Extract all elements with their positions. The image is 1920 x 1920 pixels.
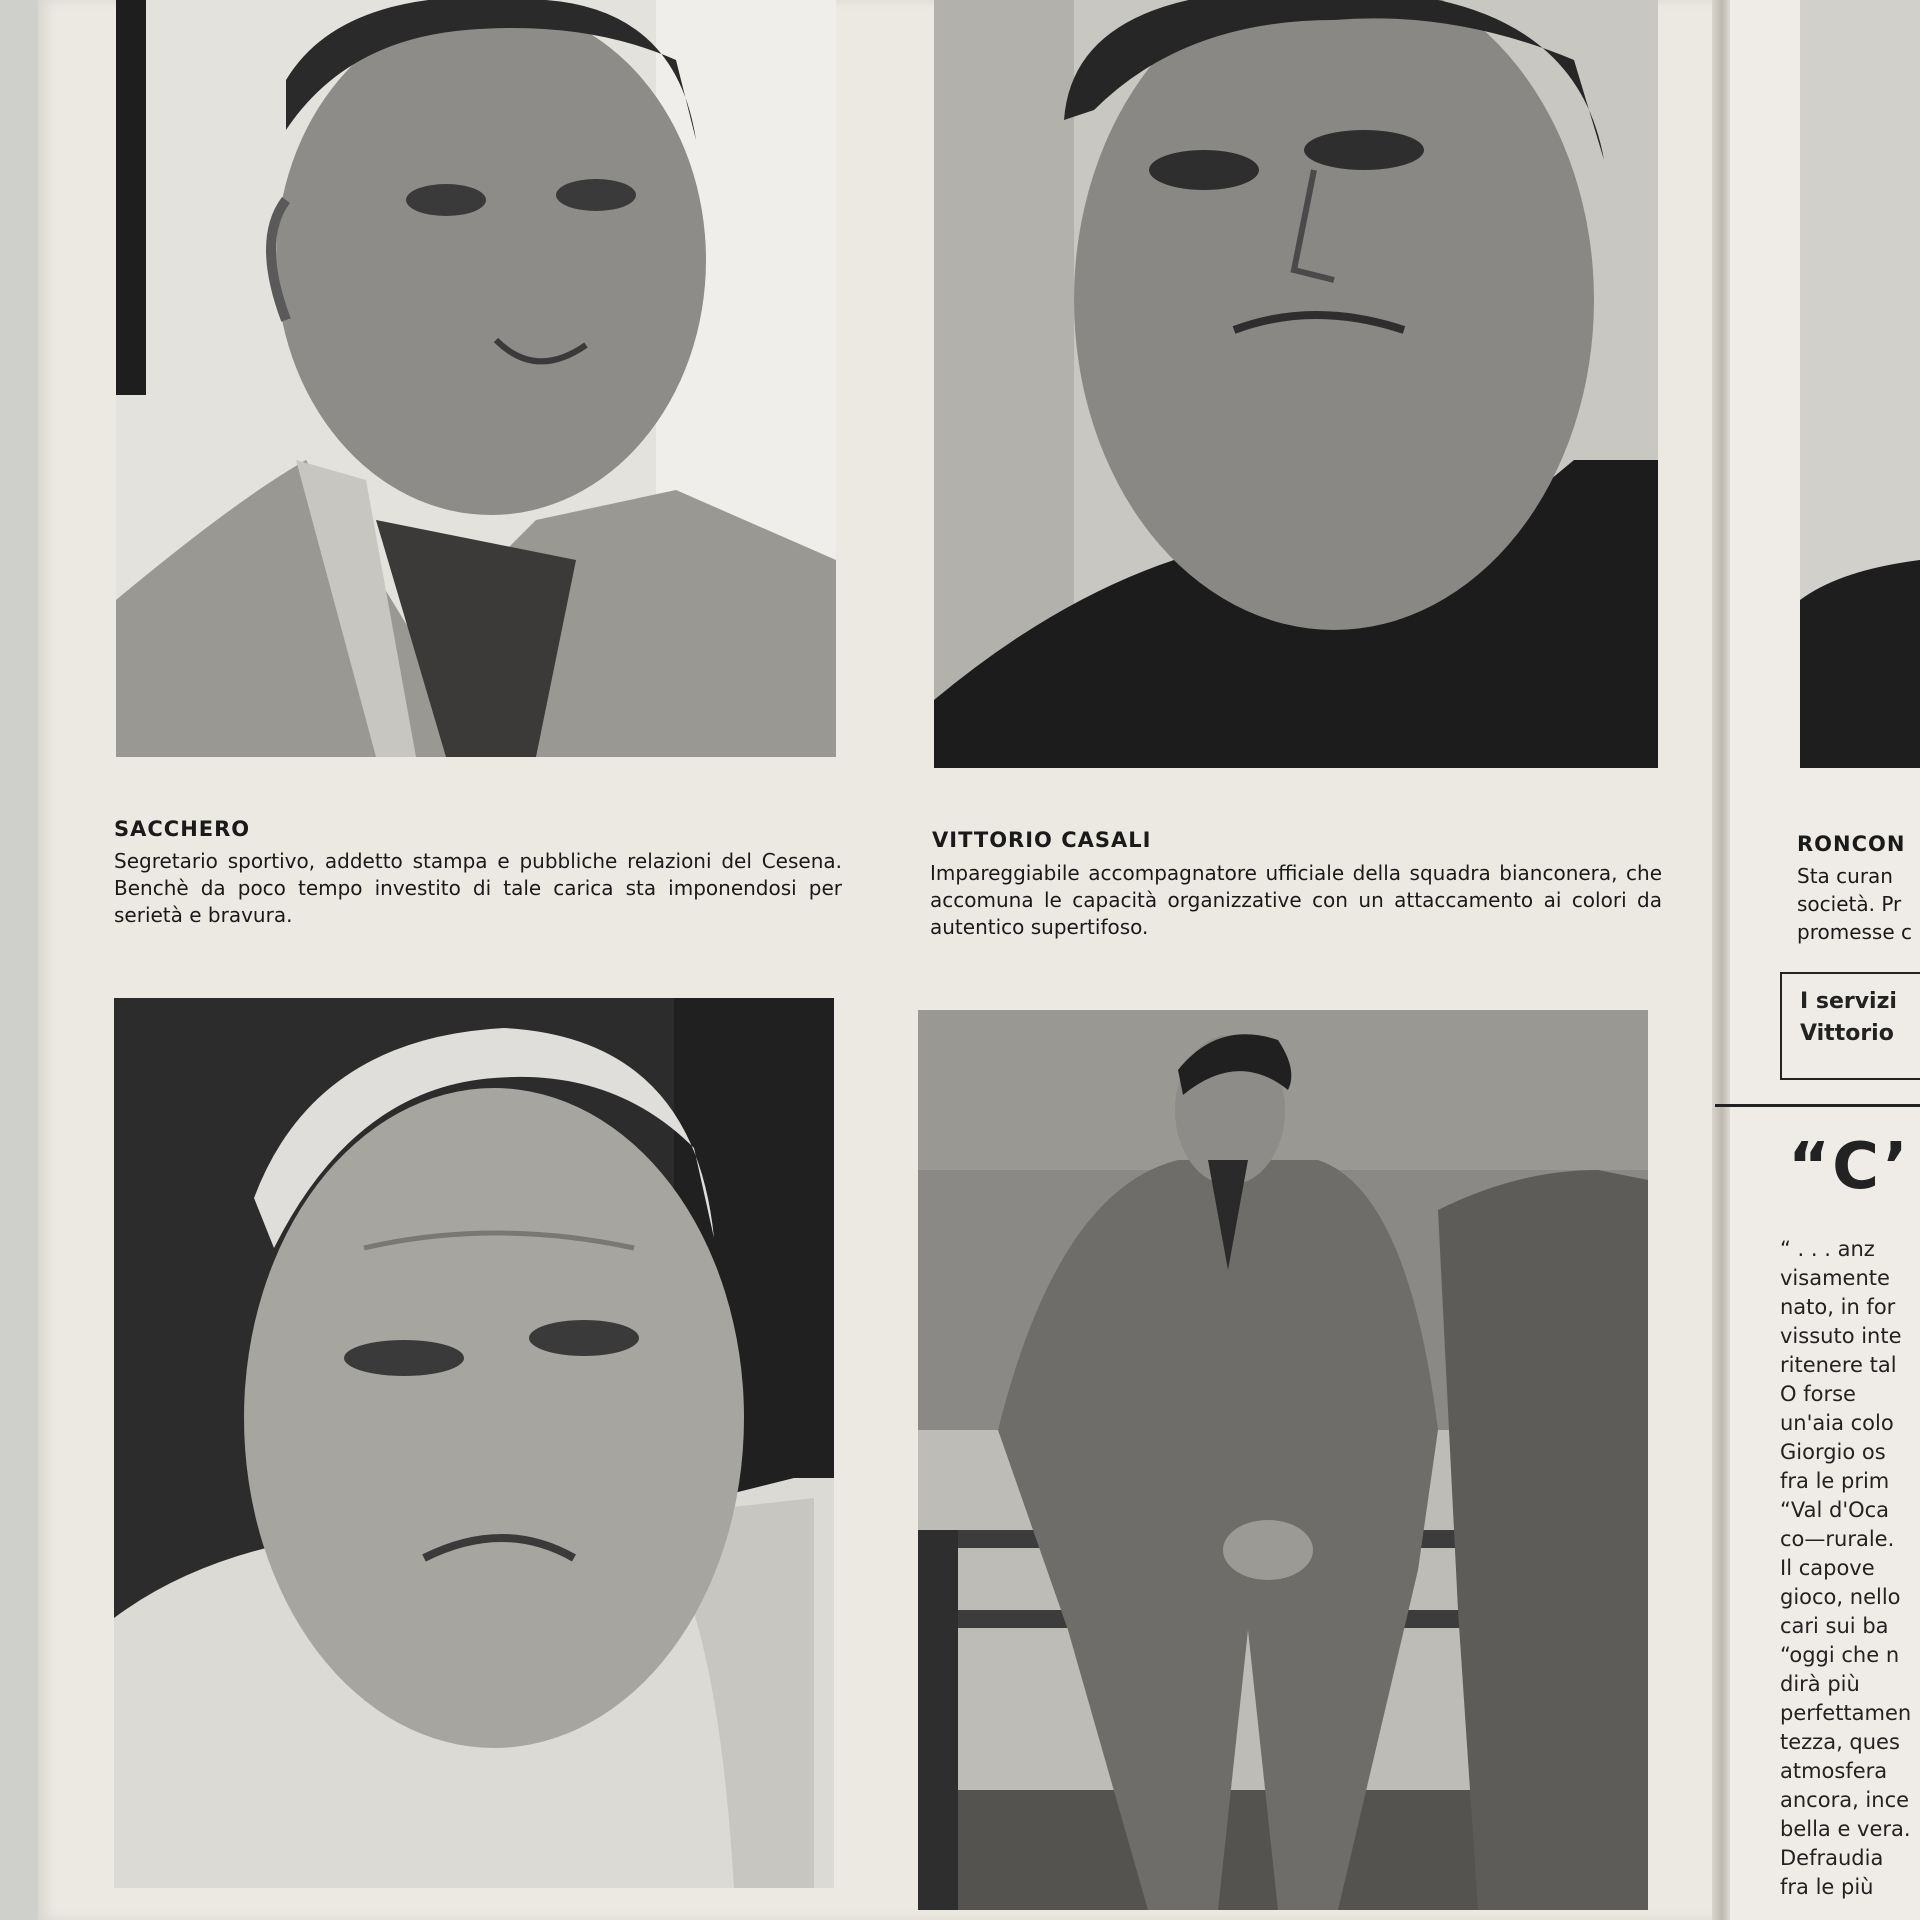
facing-body-line: atmosfera [1780,1759,1888,1783]
facing-credits-line-1: I servizi [1800,989,1897,1014]
facing-body-line: Il capove [1780,1556,1875,1580]
facing-body-line: bella e vera. [1780,1817,1911,1841]
facing-page-photo [1800,0,1920,768]
facing-caption-name: RONCON [1797,832,1906,856]
facing-credits-line-2: Vittorio [1800,1021,1894,1046]
facing-body-line: O forse [1780,1382,1856,1406]
facing-body-line: ancora, ince [1780,1788,1910,1812]
caption-text-sacchero: Segretario sportivo, addetto stampa e pubbliche relazioni del Cesena. Benchè da poco tempo investito di tale carica sta imponendosi per serietà e bravura. [114,849,842,927]
photo-sacchero [116,0,836,757]
facing-body-line: co—rurale. [1780,1527,1895,1551]
photo-portrait-bottom-left [114,998,834,1888]
caption-text-vittorio-casali: Impareggiabile accompagnatore ufficiale della squadra bianconera, che accomuna le capacità organizzative con un attaccamento ai colori da autentico supertifoso. [930,861,1662,939]
facing-body-line: dirà più [1780,1672,1860,1696]
facing-body-line: perfettamen [1780,1701,1912,1725]
facing-caption-line-3: promesse c [1797,920,1912,944]
facing-article-body [1780,1235,1911,1902]
facing-body-line: “oggi che n [1780,1643,1900,1667]
facing-body-line: “ . . . anz [1780,1237,1875,1261]
facing-body-line: nato, in for [1780,1295,1896,1319]
facing-body-line: vissuto inte [1780,1324,1902,1348]
facing-caption-line-2: società. Pr [1797,892,1902,916]
photo-seated-man-bench [918,1010,1648,1910]
page-gutter [1712,0,1732,1920]
photo-vittorio-casali [934,0,1658,768]
facing-headline: “C’ [1788,1130,1910,1204]
facing-divider [1715,1104,1920,1107]
facing-credits-box [1780,972,1920,1080]
facing-body-line: “Val d'Oca [1780,1498,1890,1522]
facing-body-line: fra le prim [1780,1469,1890,1493]
facing-body-line: ritenere tal [1780,1353,1897,1377]
facing-body-line: visamente [1780,1266,1890,1290]
caption-name-sacchero: SACCHERO [114,817,251,841]
facing-caption-line-1: Sta curan [1797,864,1893,888]
facing-body-line: gioco, nello [1780,1585,1901,1609]
facing-body-line: tezza, ques [1780,1730,1900,1754]
facing-body-line: Giorgio os [1780,1440,1886,1464]
facing-body-line: cari sui ba [1780,1614,1889,1638]
facing-body-line: un'aia colo [1780,1411,1894,1435]
facing-body-line: fra le più [1780,1875,1874,1899]
facing-body-line: Defraudia [1780,1846,1884,1870]
caption-name-vittorio-casali: VITTORIO CASALI [932,828,1152,852]
